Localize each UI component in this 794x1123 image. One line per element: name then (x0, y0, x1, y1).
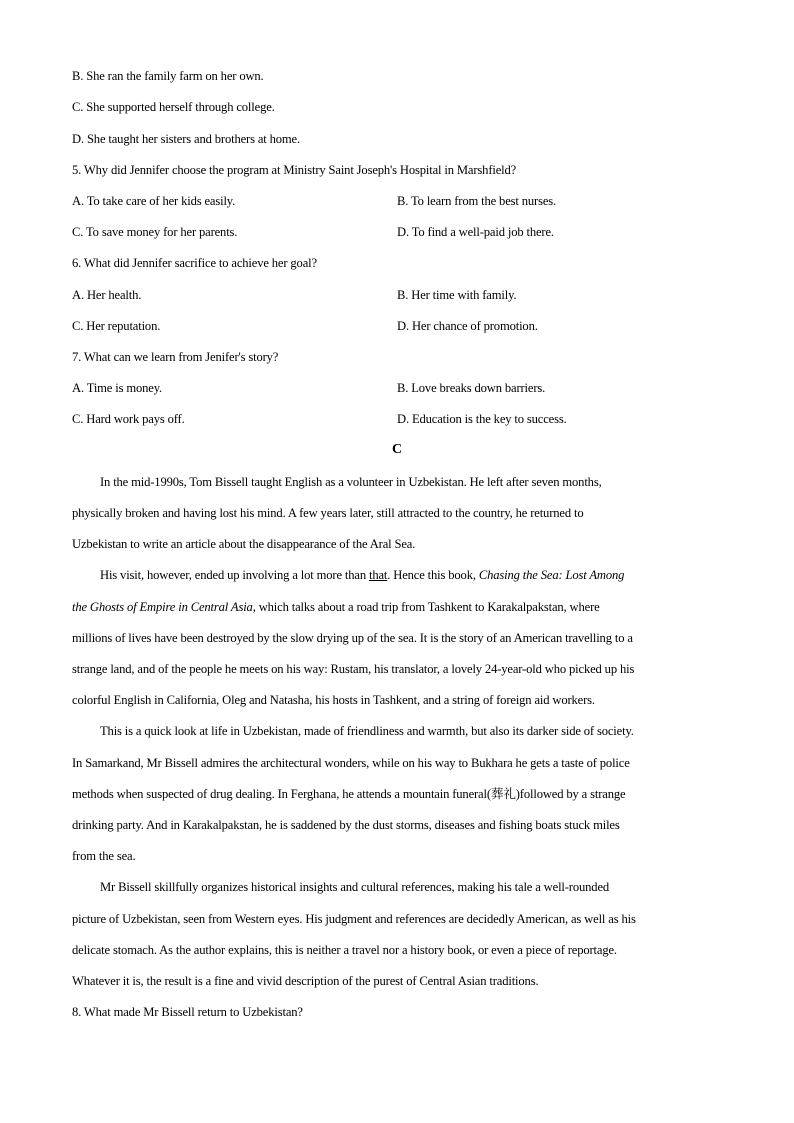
p4-line-2: picture of Uzbekistan, seen from Western eyes. His judgment and references are decidedly American, as well as his (72, 912, 636, 926)
p4-line-4: Whatever it is, the result is a fine and vivid description of the purest of Central Asian traditions. (72, 974, 539, 988)
q5-option-a: A. To take care of her kids easily. (72, 194, 236, 208)
p2-text: His visit, however, ended up involving a lot more than (100, 568, 369, 582)
p2-line-4: strange land, and of the people he meets on his way: Rustam, his translator, a lovely 24-year-old who picked up his (72, 662, 635, 676)
q5-stem: 5. Why did Jennifer choose the program at Ministry Saint Joseph's Hospital in Marshfield? (72, 163, 517, 177)
q4-option-c: C. She supported herself through college. (72, 100, 275, 114)
p4-line-1: Mr Bissell skillfully organizes historical insights and cultural references, making his tale a well-rounded (100, 880, 610, 894)
p3-line-4: drinking party. And in Karakalpakstan, he is saddened by the dust storms, diseases and fishing boats stuck miles (72, 818, 620, 832)
q6-stem: 6. What did Jennifer sacrifice to achieve her goal? (72, 256, 317, 270)
book-title: Chasing the Sea: Lost Among (478, 568, 625, 582)
q7-option-b: B. Love breaks down barriers. (397, 381, 546, 395)
p2-line-2 (72, 599, 600, 615)
p2-text: , which talks about a road trip from Tashkent to Karakalpakstan, where (252, 600, 600, 614)
q7-stem: 7. What can we learn from Jenifer's story? (72, 350, 279, 364)
q7-option-d: D. Education is the key to success. (397, 412, 567, 426)
p2-text: . Hence this book, (387, 568, 479, 582)
p2-underlined-word: that (368, 568, 388, 582)
q7-option-a: A. Time is money. (72, 381, 163, 395)
q4-option-b: B. She ran the family farm on her own. (72, 69, 264, 83)
section-c-heading: C (392, 442, 402, 457)
p1-line-3: Uzbekistan to write an article about the disappearance of the Aral Sea. (72, 537, 416, 551)
p1-line-2: physically broken and having lost his mind. A few years later, still attracted to the country, he returned to (72, 506, 584, 520)
q5-option-c: C. To save money for her parents. (72, 225, 238, 239)
p3-line-1: This is a quick look at life in Uzbekistan, made of friendliness and warmth, but also its darker side of society. (100, 724, 634, 738)
q4-option-d: D. She taught her sisters and brothers at home. (72, 132, 300, 146)
p2-line-1 (100, 567, 624, 583)
p2-line-3: millions of lives have been destroyed by the slow drying up of the sea. It is the story of an American travelling to a (72, 631, 633, 645)
q6-option-c: C. Her reputation. (72, 319, 161, 333)
p3-line-2: In Samarkand, Mr Bissell admires the architectural wonders, while on his way to Bukhara he gets a taste of police (72, 756, 630, 770)
q6-option-b: B. Her time with family. (397, 288, 517, 302)
p3-line-5: from the sea. (72, 849, 136, 863)
q6-option-a: A. Her health. (72, 288, 142, 302)
p4-line-3: delicate stomach. As the author explains, this is neither a travel nor a history book, or even a piece of reportage. (72, 943, 617, 957)
p3-line-3: methods when suspected of drug dealing. In Ferghana, he attends a mountain funeral(葬礼)followed by a strange (72, 787, 626, 801)
q5-option-b: B. To learn from the best nurses. (397, 194, 557, 208)
p1-line-1: In the mid-1990s, Tom Bissell taught English as a volunteer in Uzbekistan. He left after seven months, (100, 475, 602, 489)
book-title: the Ghosts of Empire in Central Asia (72, 600, 253, 614)
q6-option-d: D. Her chance of promotion. (397, 319, 538, 333)
q7-option-c: C. Hard work pays off. (72, 412, 185, 426)
q5-option-d: D. To find a well-paid job there. (397, 225, 554, 239)
q8-stem: 8. What made Mr Bissell return to Uzbekistan? (72, 1005, 303, 1019)
p2-line-5: colorful English in California, Oleg and Natasha, his hosts in Tashkent, and a string of foreign aid workers. (72, 693, 595, 707)
